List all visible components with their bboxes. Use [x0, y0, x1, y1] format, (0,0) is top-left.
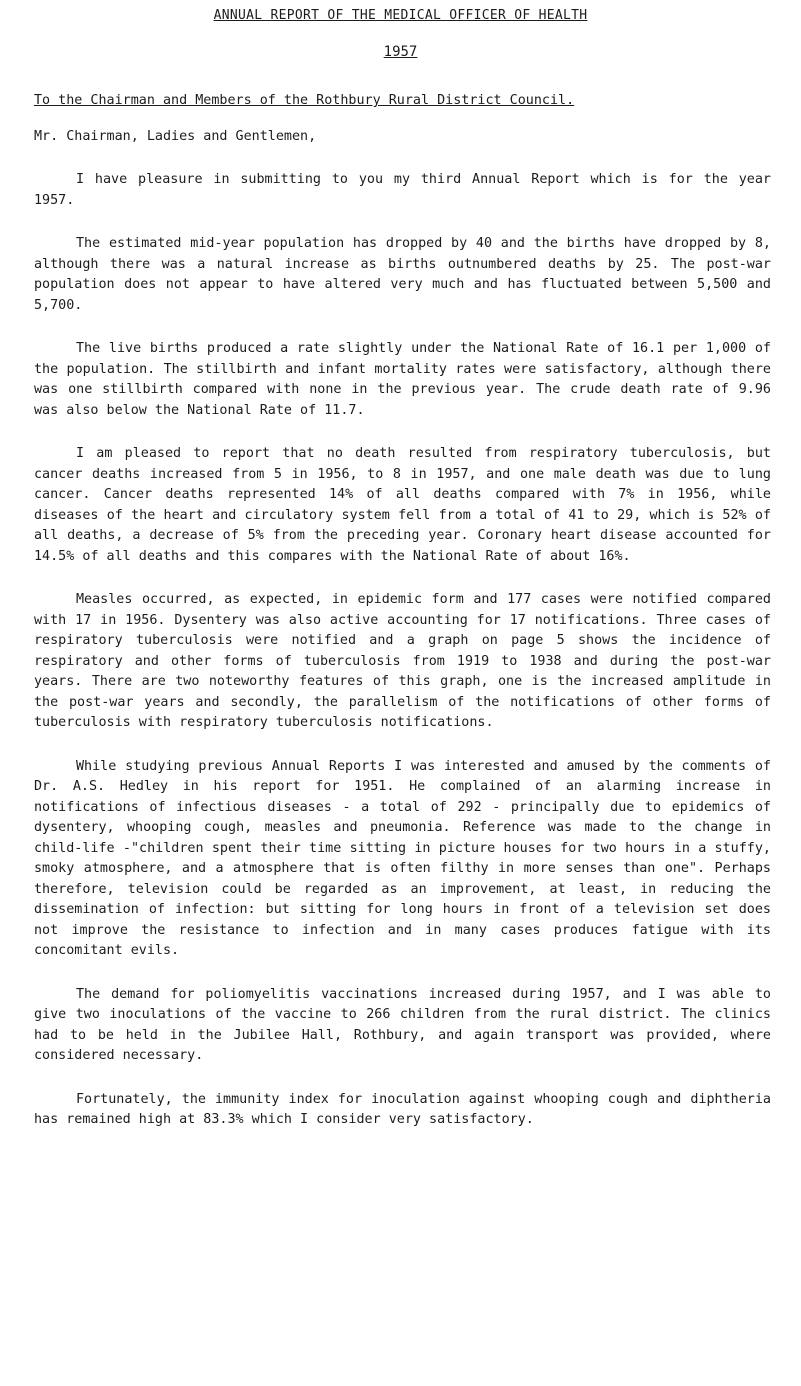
- addressee-line: To the Chairman and Members of the Rothbury Rural District Council.: [34, 93, 575, 108]
- paragraph-poliomyelitis: The demand for poliomyelitis vaccinations increased during 1957, and I was able to give two inoculations of the vaccine to 266 children from the rural district. The clinics had to be held in the Jubilee Hall, Rothbury, and again transport was provided, where considered necessary.: [34, 986, 771, 1063]
- report-title: ANNUAL REPORT OF THE MEDICAL OFFICER OF HEALTH: [213, 8, 588, 23]
- paragraph-causes-of-death: I am pleased to report that no death resulted from respiratory tuberculosis, but cancer deaths increased from 5 in 1956, to 8 in 1957, and one male death was due to lung cancer. Cancer deaths represented 14% of all deaths compared with 7% in 1956, while diseases of the heart and circulatory system fell from a total of 41 to 29, which is 52% of all deaths, a decrease of 5% from the preceding year. Coronary heart disease accounted for 14.5% of all deaths and this compares with the National Rate of about 16%.: [34, 446, 771, 564]
- paragraph-infectious-diseases: Measles occurred, as expected, in epidemic form and 177 cases were notified compared with 17 in 1956. Dysentery was also active accounting for 17 notifications. Three cases of respiratory tuberculosis were notified and a graph on page 5 shows the incidence of respiratory and other forms of tuberculosis from 1919 to 1938 and during the post-war years. There are two noteworthy features of this graph, one is the increased amplitude in the post-war years and secondly, the parallelism of the notifications of other forms of tuberculosis with respiratory tuberculosis notifications.: [34, 592, 771, 730]
- paragraph-population: The estimated mid-year population has dropped by 40 and the births have dropped by 8, although there was a natural increase as births outnumbered deaths by 25. The post-war population does not appear to have altered very much and has fluctuated between 5,500 and 5,700.: [34, 236, 771, 313]
- paragraph-immunity-index: Fortunately, the immunity index for inoculation against whooping cough and diphtheria has remained high at 83.3% which I consider very satisfactory.: [34, 1091, 771, 1127]
- salutation: Mr. Chairman, Ladies and Gentlemen,: [34, 128, 317, 144]
- paragraph-previous-reports: While studying previous Annual Reports I was interested and amused by the comments of Dr. A.S. Hedley in his report for 1951. He complained of an alarming increase in notifications of infectious diseases - a total of 292 - principally due to epidemics of dysentery, whooping cough, measles and pneumonia. Reference was made to the change in child-life -"children spent their time sitting in picture houses for two hours in a stuffy, smoky atmosphere, and a atmosphere that is often filthy in more senses than one". Perhaps therefore, television could be regarded as an improvement, at least, in reducing the dissemination of infection: but sitting for long hours in front of a television set does not improve the resistance to infection and in many cases produces fatigue with its concomitant evils.: [34, 758, 771, 958]
- report-year: 1957: [383, 44, 418, 60]
- paragraph-introduction: I have pleasure in submitting to you my third Annual Report which is for the year 1957.: [34, 172, 771, 208]
- report-body: [34, 91, 771, 1154]
- paragraph-birth-death-rates: The live births produced a rate slightly under the National Rate of 16.1 per 1,000 of the population. The stillbirth and infant mortality rates were satisfactory, although there was one stillbirth compared with none in the previous year. The crude death rate of 9.96 was also below the National Rate of 11.7.: [34, 341, 771, 418]
